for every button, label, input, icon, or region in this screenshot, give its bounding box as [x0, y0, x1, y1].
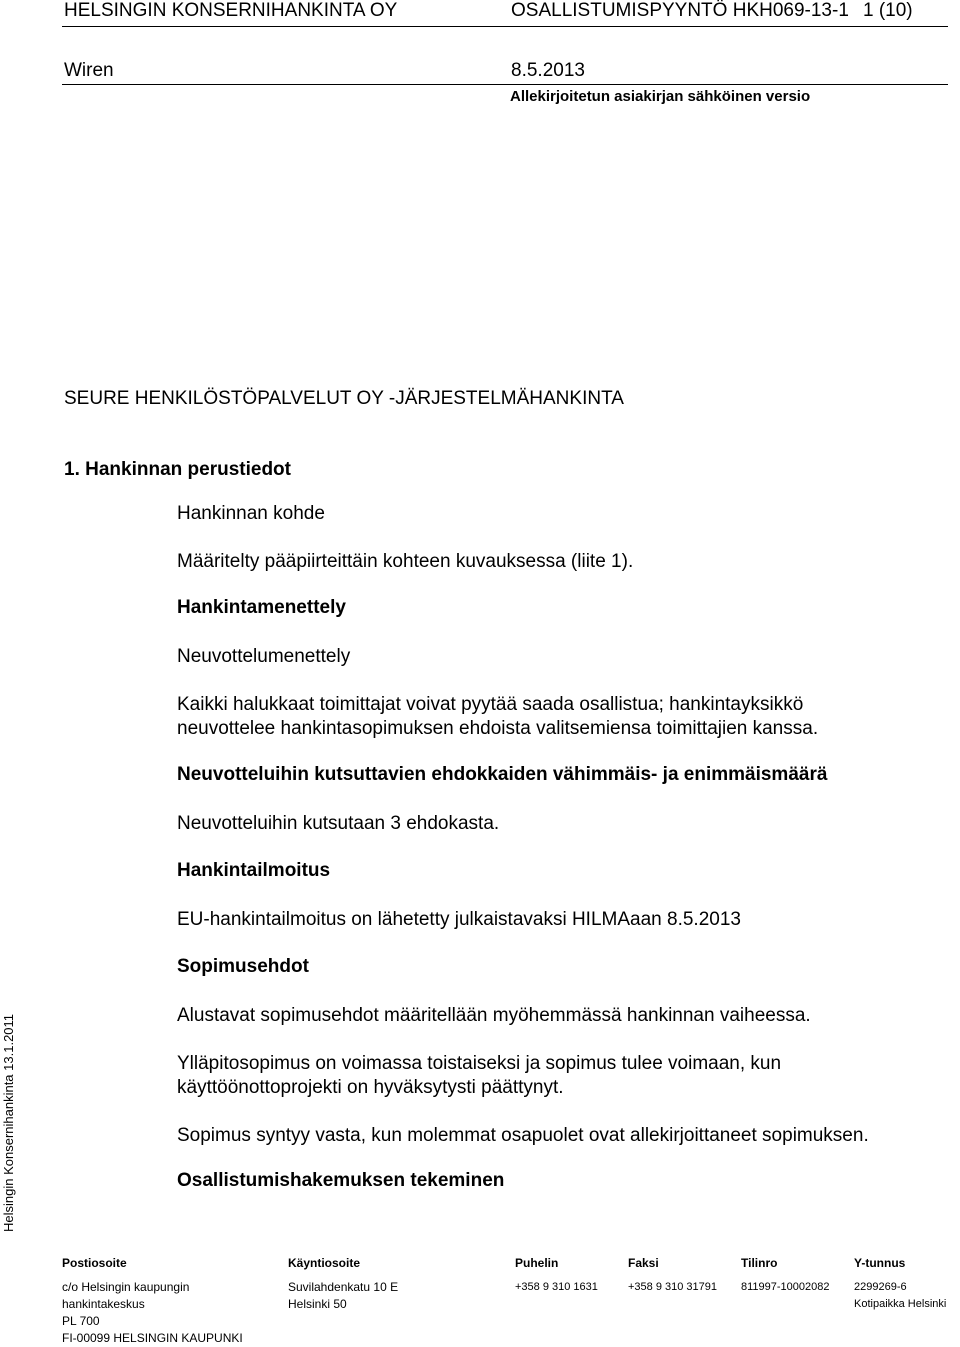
footer-ytunnus-value: 2299269-6: [854, 1281, 907, 1293]
footer-kayntiosoite-line: Helsinki 50: [288, 1297, 347, 1311]
ehdot-text-1: Alustavat sopimusehdot määritellään myöhemmässä hankinnan vaiheessa.: [177, 1005, 811, 1026]
maara-heading: Neuvotteluihin kutsuttavien ehdokkaiden vähimmäis- ja enimmäismäärä: [177, 764, 828, 785]
document-title: SEURE HENKILÖSTÖPALVELUT OY -JÄRJESTELMÄHANKINTA: [64, 388, 624, 409]
ilmoitus-text: EU-hankintailmoitus on lähetetty julkaistavaksi HILMAaan 8.5.2013: [177, 909, 741, 930]
footer-tilinro-value: 811997-10002082: [741, 1281, 830, 1293]
menettely-desc-line-1: Kaikki halukkaat toimittajat voivat pyytää saada osallistua; hankintayksikkö: [177, 694, 804, 715]
header-doc-title: OSALLISTUMISPYYNTÖ HKH069-13-1: [511, 0, 849, 21]
section-heading: 1. Hankinnan perustiedot: [64, 459, 291, 480]
footer-tilinro: [741, 1255, 830, 1296]
footer-puhelin-label: Puhelin: [515, 1256, 559, 1270]
header-date: 8.5.2013: [511, 60, 585, 81]
side-template-note: Helsingin Konsernihankinta 13.1.2011: [1, 1013, 16, 1232]
footer-postiosoite-line: c/o Helsingin kaupungin: [62, 1280, 190, 1294]
hakemus-heading: Osallistumishakemuksen tekeminen: [177, 1170, 505, 1191]
ehdot-text-2b: käyttöönottoprojekti on hyväksytysti päättynyt.: [177, 1077, 564, 1098]
header-rule-bottom: [62, 84, 948, 85]
footer-puhelin: [515, 1255, 598, 1296]
menettely-desc-line-2: neuvottelee hankintasopimuksen ehdoista valitsemiensa toimittajien kanssa.: [177, 718, 819, 739]
header-rule-top: [62, 26, 948, 27]
footer-faksi-value: +358 9 310 31791: [628, 1281, 718, 1293]
footer-kayntiosoite: [288, 1255, 398, 1313]
menettely-text: Neuvottelumenettely: [177, 646, 351, 667]
footer-postiosoite-line: hankintakeskus: [62, 1297, 145, 1311]
header-page-number: 1 (10): [863, 0, 913, 21]
maara-text: Neuvotteluihin kutsutaan 3 ehdokasta.: [177, 813, 500, 834]
header-author: Wiren: [64, 60, 114, 81]
ehdot-text-3: Sopimus syntyy vasta, kun molemmat osapuolet ovat allekirjoittaneet sopimuksen.: [177, 1125, 869, 1146]
footer-ytunnus: [854, 1255, 946, 1313]
footer-postiosoite: [62, 1255, 243, 1347]
footer-postiosoite-line: FI-00099 HELSINGIN KAUPUNKI: [62, 1331, 243, 1345]
signed-version-note: Allekirjoitetun asiakirjan sähköinen versio: [510, 88, 811, 105]
footer-faksi: [628, 1255, 717, 1296]
ehdot-text-2a: Ylläpitosopimus on voimassa toistaiseksi ja sopimus tulee voimaan, kun: [177, 1053, 782, 1074]
footer-ytunnus-label: Y-tunnus: [854, 1256, 906, 1270]
footer-faksi-label: Faksi: [628, 1256, 659, 1270]
footer-kotipaikka: Kotipaikka Helsinki: [854, 1298, 947, 1310]
menettely-heading: Hankintamenettely: [177, 597, 346, 618]
footer-postiosoite-label: Postiosoite: [62, 1256, 127, 1270]
footer-tilinro-label: Tilinro: [741, 1256, 778, 1270]
footer-postiosoite-line: PL 700: [62, 1314, 100, 1328]
ehdot-heading: Sopimusehdot: [177, 956, 309, 977]
footer-kayntiosoite-label: Käyntiosoite: [288, 1256, 361, 1270]
kohde-heading: Hankinnan kohde: [177, 503, 325, 524]
ilmoitus-heading: Hankintailmoitus: [177, 860, 331, 881]
kohde-text: Määritelty pääpiirteittäin kohteen kuvauksessa (liite 1).: [177, 551, 634, 572]
header-org: HELSINGIN KONSERNIHANKINTA OY: [64, 0, 398, 21]
footer-puhelin-value: +358 9 310 1631: [515, 1281, 598, 1293]
footer-kayntiosoite-line: Suvilahdenkatu 10 E: [288, 1280, 399, 1294]
